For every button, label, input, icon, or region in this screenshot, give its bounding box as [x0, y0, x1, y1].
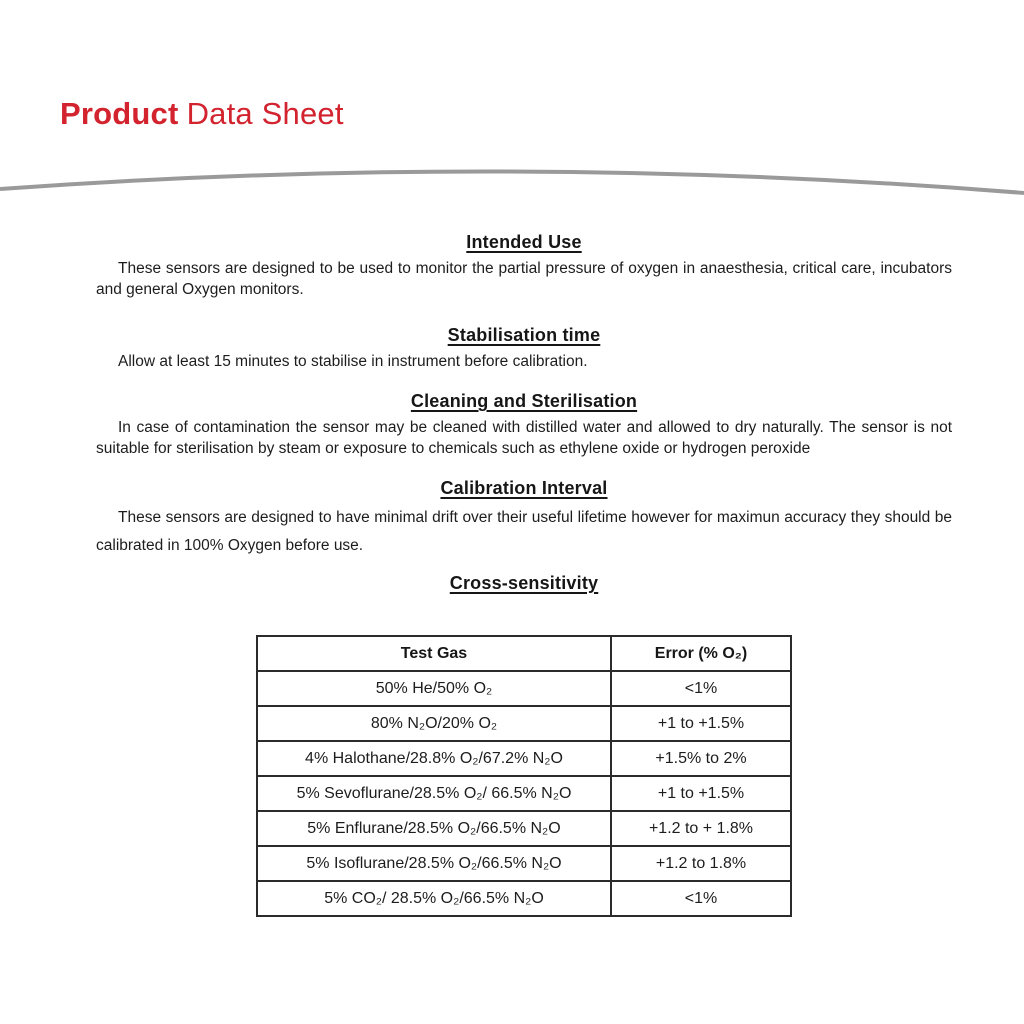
section-body-text: These sensors are designed to be used to monitor the partial pressure of oxygen in anaesthesia, critical care, incubators and general Oxygen monitors. — [96, 260, 952, 298]
section-intended-use — [96, 232, 952, 300]
column-header-test-gas: Test Gas — [257, 636, 611, 671]
table-row — [257, 846, 791, 881]
test-gas-cell: 5% Isoflurane/28.5% O₂/66.5% N₂O — [257, 846, 611, 881]
document-content — [96, 232, 952, 917]
table-row — [257, 881, 791, 916]
cross-sensitivity-table — [256, 635, 792, 917]
page-title-bold: Product — [60, 96, 179, 131]
test-gas-cell: 4% Halothane/28.8% O₂/67.2% N₂O — [257, 741, 611, 776]
page-title-regular: Data Sheet — [186, 96, 344, 131]
column-header-error: Error (% O₂) — [611, 636, 791, 671]
table-row — [257, 671, 791, 706]
section-body-text: In case of contamination the sensor may be cleaned with distilled water and allowed to dry naturally. The sensor is not suitable for sterilisation by steam or exposure to chemicals such as ethylene oxide or hydrogen peroxide — [96, 419, 952, 457]
error-cell: +1 to +1.5% — [611, 776, 791, 811]
test-gas-cell: 5% Sevoflurane/28.5% O₂/ 66.5% N₂O — [257, 776, 611, 811]
section-heading: Calibration Interval — [440, 478, 608, 498]
section-body-text: Allow at least 15 minutes to stabilise in instrument before calibration. — [118, 353, 588, 370]
table-row — [257, 776, 791, 811]
section-heading: Cleaning and Sterilisation — [410, 391, 638, 411]
section-heading: Intended Use — [466, 232, 582, 252]
table-row — [257, 811, 791, 846]
error-cell: +1 to +1.5% — [611, 706, 791, 741]
section-heading: Stabilisation time — [447, 325, 601, 345]
section-cleaning-sterilisation — [96, 391, 952, 459]
error-cell: <1% — [611, 881, 791, 916]
table-row — [257, 706, 791, 741]
test-gas-cell: 50% He/50% O₂ — [257, 671, 611, 706]
section-body-text: These sensors are designed to have minimal drift over their useful lifetime however for maximun accuracy they should be calibrated in 100% Oxygen before use. — [96, 509, 952, 554]
section-cross-sensitivity — [96, 573, 952, 594]
section-calibration-interval — [96, 478, 952, 560]
error-cell: +1.2 to + 1.8% — [611, 811, 791, 846]
table-header-row — [257, 636, 791, 671]
error-cell: +1.5% to 2% — [611, 741, 791, 776]
error-cell: +1.2 to 1.8% — [611, 846, 791, 881]
test-gas-cell: 80% N₂O/20% O₂ — [257, 706, 611, 741]
table-row — [257, 741, 791, 776]
section-heading: Cross-sensitivity — [449, 573, 599, 593]
page-title — [60, 96, 344, 132]
test-gas-cell: 5% Enflurane/28.5% O₂/66.5% N₂O — [257, 811, 611, 846]
test-gas-cell: 5% CO₂/ 28.5% O₂/66.5% N₂O — [257, 881, 611, 916]
error-cell: <1% — [611, 671, 791, 706]
section-stabilisation-time — [96, 325, 952, 372]
divider-curve — [0, 156, 1024, 204]
